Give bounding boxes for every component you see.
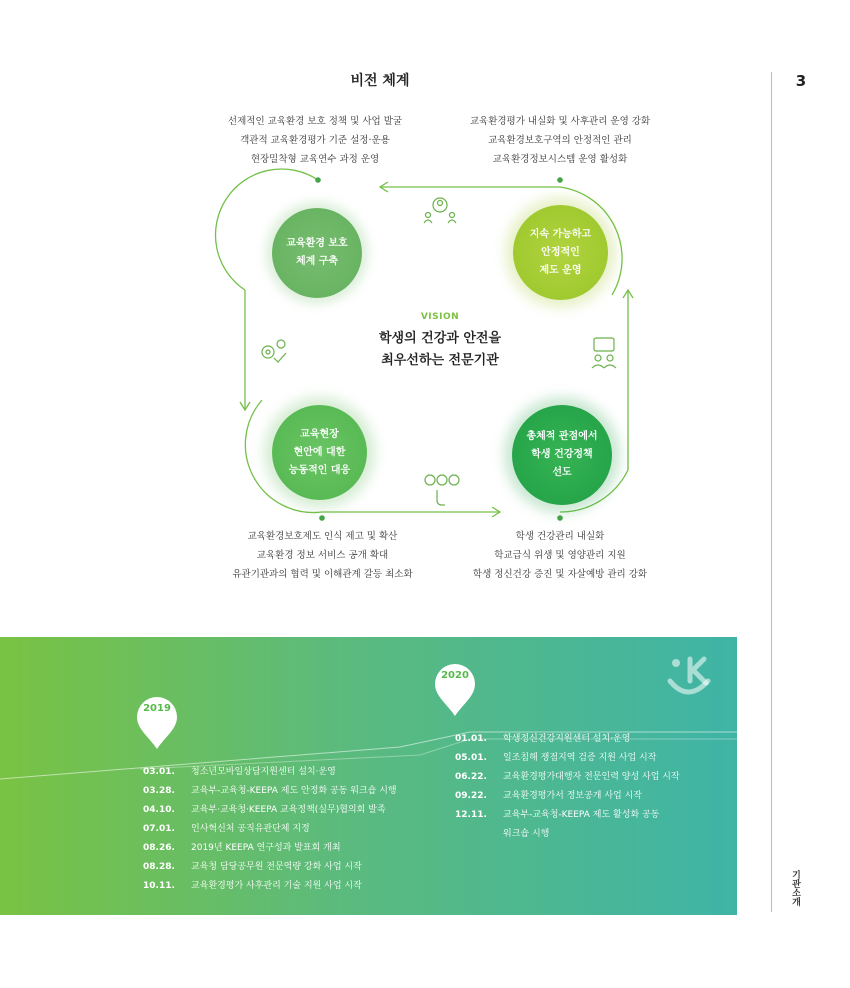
goal-label: 지속 가능하고 안정적인 제도 운영 bbox=[529, 228, 592, 276]
detail-line: 선제적인 교육환경 보호 정책 및 사업 발굴 bbox=[227, 116, 403, 127]
list-item: 워크숍 시행 bbox=[503, 829, 550, 839]
detail-line: 유관기관과의 협력 및 이해관계 갈등 최소화 bbox=[232, 569, 413, 580]
goal-circle-protection bbox=[272, 208, 362, 298]
margin-divider bbox=[771, 72, 772, 912]
goal-label: 교육현장 현안에 대한 능동적인 대응 bbox=[288, 428, 351, 476]
events-2019 bbox=[143, 763, 397, 896]
goal-circle-response bbox=[272, 405, 367, 500]
year-label-2019: 2019 bbox=[143, 703, 171, 714]
detail-line: 교육환경보호제도 인식 제고 및 확산 bbox=[247, 531, 398, 542]
list-item: 09.22. 교육환경평가서 정보공개 사업 시작 bbox=[455, 791, 642, 801]
list-item: 01.01. 학생정신건강지원센터 설치·운영 bbox=[455, 734, 631, 744]
vision-statement: 학생의 건강과 안전을 최우선하는 전문기관 bbox=[378, 331, 502, 368]
consultation-icon bbox=[592, 338, 616, 368]
list-item: 08.26. 2019년 KEEPA 연구성과 발표회 개최 bbox=[143, 843, 341, 853]
keepa-logo-icon bbox=[660, 649, 720, 709]
goal-label: 교육환경 보호 체계 구축 bbox=[286, 238, 348, 267]
detail-line: 교육환경 정보 서비스 공개 확대 bbox=[256, 550, 389, 561]
vision-label: VISION bbox=[420, 312, 460, 322]
detail-line: 학교급식 위생 및 영양관리 지원 bbox=[494, 550, 626, 561]
list-item: 03.28. 교육부-교육청-KEEPA 제도 안정화 공동 워크숍 시행 bbox=[143, 786, 397, 796]
detail-line: 학생 건강관리 내실화 bbox=[515, 531, 605, 542]
list-item: 10.11. 교육환경평가 사후관리 기술 지원 사업 시작 bbox=[143, 881, 362, 891]
detail-line: 교육환경평가 내실화 및 사후관리 운영 강화 bbox=[469, 116, 651, 127]
dot-bottom-left bbox=[319, 515, 325, 521]
list-item: 08.28. 교육청 담당공무원 전문역량 강화 사업 시작 bbox=[143, 862, 362, 872]
dot-top-left bbox=[315, 177, 321, 183]
list-item: 05.01. 일조침해 쟁점지역 검증 지원 사업 시작 bbox=[455, 753, 657, 763]
detail-line: 교육환경보호구역의 안정적인 관리 bbox=[488, 135, 632, 146]
detail-line: 교육환경정보시스템 운영 활성화 bbox=[492, 154, 628, 165]
events-2020 bbox=[455, 730, 680, 844]
list-item: 12.11. 교육부-교육청-KEEPA 제도 활성화 공동 bbox=[455, 810, 660, 820]
dot-top-right bbox=[557, 177, 563, 183]
detail-line: 객관적 교육환경평가 기준 설정·운용 bbox=[240, 135, 390, 146]
year-label-2020: 2020 bbox=[441, 670, 469, 681]
list-item: 04.10. 교육부·교육청·KEEPA 교육정책(실무)협의회 발족 bbox=[143, 805, 386, 815]
list-item: 07.01. 인사혁신처 공직유관단체 지정 bbox=[143, 824, 310, 834]
dot-bottom-right bbox=[557, 515, 563, 521]
goal-circle-sustainable bbox=[513, 205, 608, 300]
emoji-faces-icon bbox=[425, 475, 459, 505]
timeline-band bbox=[0, 637, 737, 915]
page-title: 비전 체계 bbox=[350, 73, 410, 89]
page-number: 3 bbox=[795, 72, 807, 90]
list-item: 06.22. 교육환경평가대행자 전문인력 양성 사업 시작 bbox=[455, 772, 680, 782]
goal-circle-health-policy bbox=[512, 405, 612, 505]
list-item: 03.01. 청소년모바일상담지원센터 설치·운영 bbox=[143, 767, 336, 777]
goal-label: 총체적 관점에서 학생 건강정책 선도 bbox=[526, 431, 598, 478]
people-network-icon bbox=[424, 198, 456, 223]
section-side-label: 기관소개 bbox=[790, 870, 800, 906]
detail-line: 학생 정신건강 증진 및 자살예방 관리 강화 bbox=[472, 569, 648, 580]
pin-2019 bbox=[135, 695, 179, 751]
gears-check-icon bbox=[262, 340, 286, 362]
detail-line: 현장밀착형 교육연수 과정 운영 bbox=[250, 154, 380, 165]
pin-2020 bbox=[433, 662, 477, 718]
